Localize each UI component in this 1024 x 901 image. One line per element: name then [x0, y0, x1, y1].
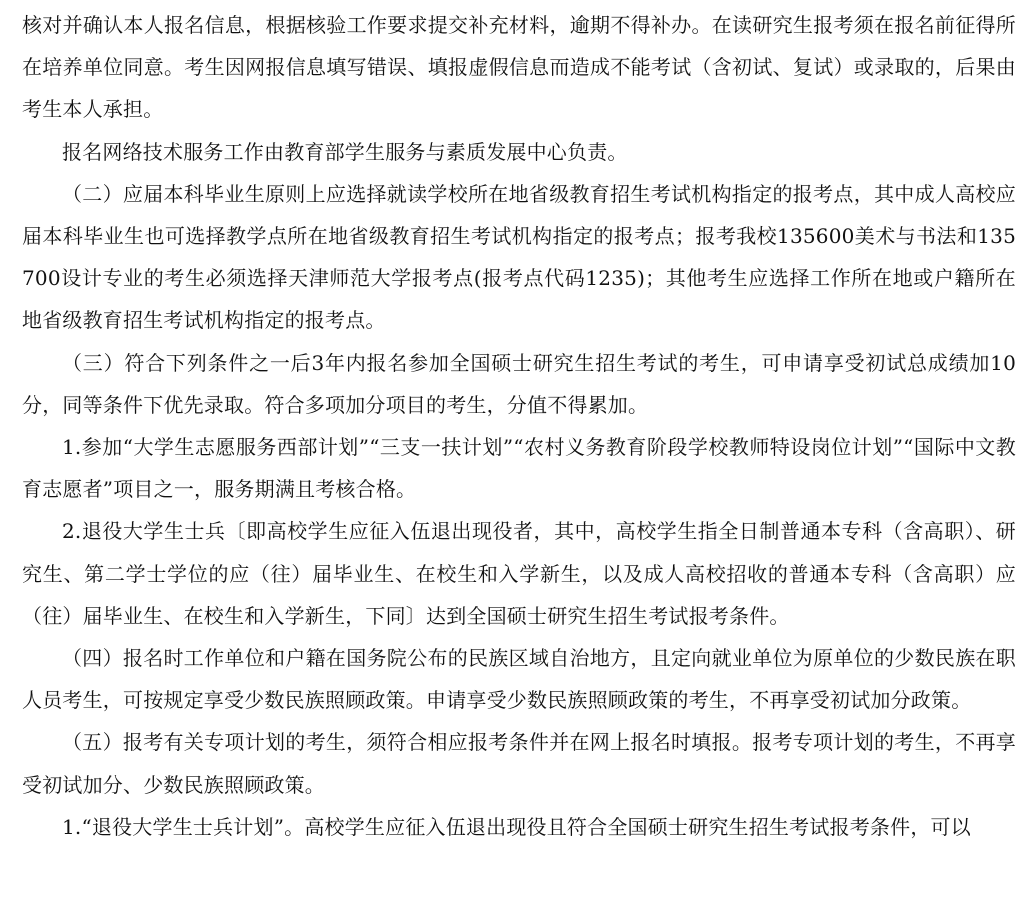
paragraph-8: 1.“退役大学生士兵计划”。高校学生应征入伍退出现役且符合全国硕士研究生招生考试报考条件，可以 — [62, 814, 971, 839]
paragraph-6: （四）报名时工作单位和户籍在国务院公布的民族区域自治地方，且定向就业单位为原单位的少数民族在职人员考生，可按规定享受少数民族照顾政策。申请享受少数民族照顾政策的考生，不再享受初试加分政策。 — [22, 646, 1016, 713]
paragraph-1: 报名网络技术服务工作由教育部学生服务与素质发展中心负责。 — [62, 139, 628, 164]
paragraph-4: 1.参加“大学生志愿服务西部计划”“三支一扶计划”“农村义务教育阶段学校教师特设岗位计划”“国际中文教育志愿者”项目之一，服务期满且考核合格。 — [22, 435, 1016, 502]
paragraph-0: 核对并确认本人报名信息，根据核验工作要求提交补充材料，逾期不得补办。在读研究生报考须在报名前征得所在培养单位同意。考生因网报信息填写错误、填报虚假信息而造成不能考试（含初试、复试）或录取的，后果由考生本人承担。 — [22, 13, 1016, 122]
paragraph-7: （五）报考有关专项计划的考生，须符合相应报考条件并在网上报名时填报。报考专项计划的考生，不再享受初试加分、少数民族照顾政策。 — [22, 730, 1016, 797]
paragraph-5: 2.退役大学生士兵〔即高校学生应征入伍退出现役者，其中，高校学生指全日制普通本专科（含高职）、研究生、第二学士学位的应（往）届毕业生、在校生和入学新生，以及成人高校招收的普通本专科（含高职）应（往）届毕业生、在校生和入学新生，下同〕达到全国硕士研究生招生考试报考条件。 — [22, 519, 1016, 628]
paragraph-3: （三）符合下列条件之一后3年内报名参加全国硕士研究生招生考试的考生，可申请享受初试总成绩加10分，同等条件下优先录取。符合多项加分项目的考生，分值不得累加。 — [22, 350, 1016, 417]
paragraph-2: （二）应届本科毕业生原则上应选择就读学校所在地省级教育招生考试机构指定的报考点，其中成人高校应届本科毕业生也可选择教学点所在地省级教育招生考试机构指定的报考点；报考我校135600美术与书法和135700设计专业的考生必须选择天津师范大学报考点(报考点代码1235)；其他考生应选择工作所在地或户籍所在地省级教育招生考试机构指定的报考点。 — [22, 181, 1016, 333]
